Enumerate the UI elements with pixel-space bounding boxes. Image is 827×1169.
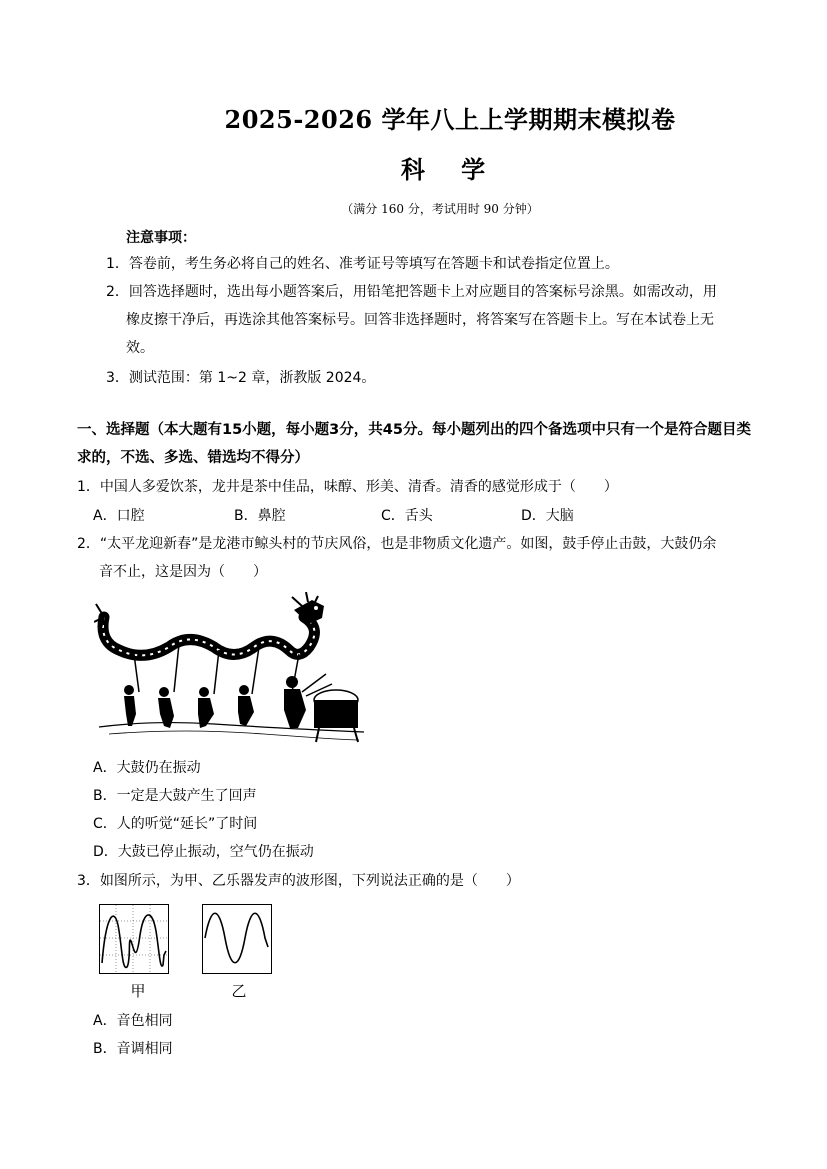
q2-option-c: C．人的听觉“延长”了时间 bbox=[93, 816, 258, 832]
q3-option-a: A．音色相同 bbox=[93, 1013, 173, 1029]
q1-option-d: D．大脑 bbox=[521, 508, 574, 524]
question-3-stem: 3．如图所示，为甲、乙乐器发声的波形图，下列说法正确的是（ ） bbox=[77, 873, 520, 889]
question-2-stem: 2．“太平龙迎新春”是龙港市鲸头村的节庆风俗，也是非物质文化遗产。如图，鼓手停止击鼓，大鼓仍余 bbox=[77, 536, 717, 552]
section-heading-cont: 求的，不选、多选、错选均不得分） bbox=[77, 450, 309, 466]
question-1-stem: 1．中国人多爱饮茶，龙井是茶中佳品，味醇、形美、清香。清香的感觉形成于（ ） bbox=[77, 479, 618, 495]
note-item-2-cont: 橡皮擦干净后，再选涂其他答案标号。回答非选择题时，将答案写在答题卡上。写在本试卷上无 bbox=[126, 312, 714, 328]
question-2-stem-cont: 音不止，这是因为（ ） bbox=[99, 564, 267, 580]
q2-option-d: D．大鼓已停止振动，空气仍在振动 bbox=[93, 844, 314, 860]
q2-option-b: B．一定是大鼓产生了回声 bbox=[93, 788, 257, 804]
waveform-caption-jia: 甲 bbox=[130, 982, 146, 1000]
section-heading: 一、选择题（本大题有15小题，每小题3分，共45分。每小题列出的四个备选项中只有一个是符合题目类 bbox=[77, 422, 751, 438]
note-item-2: 2．回答选择题时，选出每小题答案后，用铅笔把答题卡上对应题目的答案标号涂黑。如需改动，用 bbox=[106, 284, 717, 300]
waveform-caption-yi: 乙 bbox=[231, 982, 247, 1000]
q1-option-c: C．舌头 bbox=[381, 508, 433, 524]
exam-subject: 科 学 bbox=[400, 155, 500, 184]
waveform-jia bbox=[99, 904, 169, 974]
dragon-dance-illustration bbox=[94, 592, 369, 751]
waveform-yi bbox=[202, 904, 272, 974]
q1-option-b: B．鼻腔 bbox=[234, 508, 286, 524]
note-item-2-end: 效。 bbox=[126, 340, 154, 356]
notes-heading: 注意事项： bbox=[126, 230, 196, 246]
q1-option-a: A．口腔 bbox=[93, 508, 145, 524]
q3-option-b: B．音调相同 bbox=[93, 1041, 173, 1057]
note-item-3: 3．测试范围：第 1~2 章，浙教版 2024。 bbox=[106, 370, 376, 386]
exam-title: 2025-2026 学年八上上学期期末模拟卷 bbox=[224, 105, 676, 134]
exam-meta: （满分 160 分，考试用时 90 分钟） bbox=[341, 202, 539, 216]
note-item-1: 1．答卷前，考生务必将自己的姓名、准考证号等填写在答题卡和试卷指定位置上。 bbox=[106, 256, 619, 272]
q2-option-a: A．大鼓仍在振动 bbox=[93, 760, 201, 776]
